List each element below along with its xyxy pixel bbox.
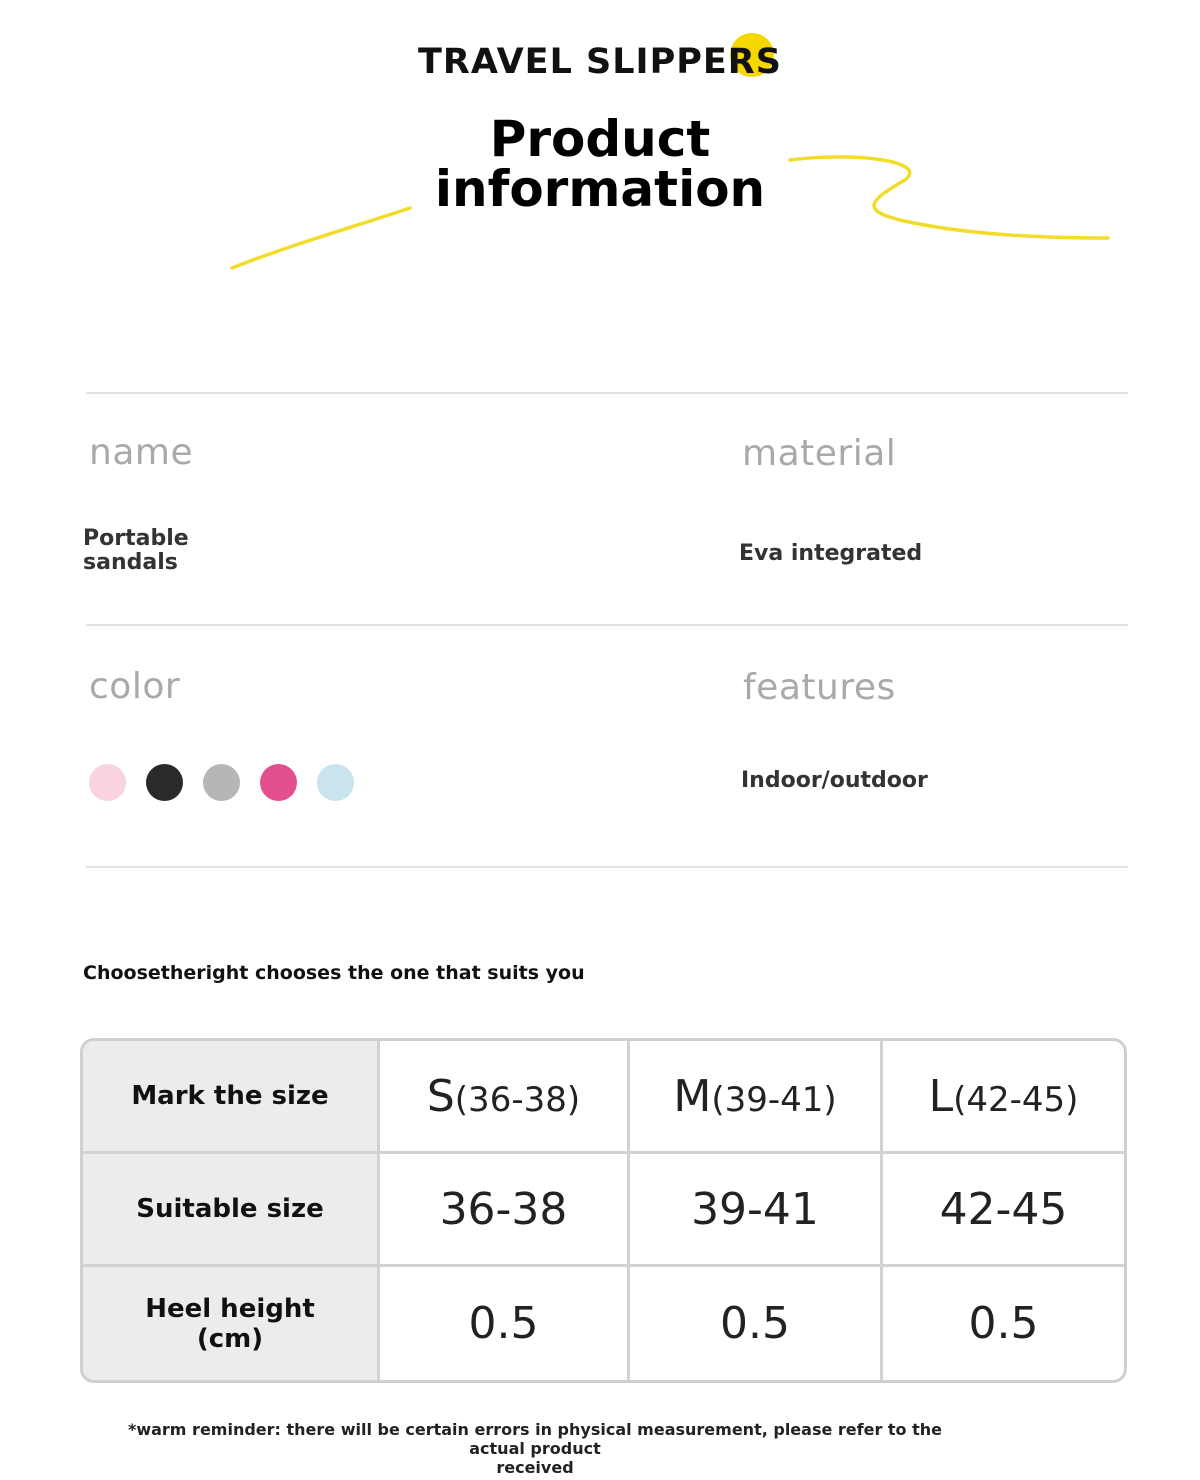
name-value-line1: Portable: [83, 526, 189, 551]
size-cell-l: [883, 1041, 1124, 1154]
table-row-heel-height: [83, 1267, 1124, 1380]
heel-height-l: 0.5: [968, 1298, 1039, 1349]
material-label: material: [742, 433, 897, 474]
heel-height-s: 0.5: [380, 1267, 630, 1380]
name-label: name: [89, 432, 194, 473]
heel-height-unit: (cm): [196, 1323, 264, 1354]
color-swatch-gray[interactable]: [203, 764, 240, 801]
size-section-heading: Choosetheright chooses the one that suits you: [83, 962, 585, 984]
size-letter-s: S: [426, 1070, 455, 1122]
heel-height-label: Heel height: [145, 1293, 315, 1324]
name-value: [83, 527, 189, 575]
suitable-size-m: 39-41: [630, 1154, 883, 1267]
table-row-suitable-size: [83, 1154, 1124, 1267]
name-value-line2: sandals: [83, 550, 178, 575]
features-label: features: [743, 667, 896, 708]
size-range-s: (36-38): [454, 1079, 581, 1120]
color-swatch-pink[interactable]: [89, 764, 126, 801]
warm-reminder-line2: received: [496, 1458, 574, 1477]
divider-bottom: [86, 866, 1128, 868]
color-label: color: [89, 666, 181, 707]
warm-reminder: [100, 1420, 970, 1477]
color-swatches: [89, 764, 354, 801]
color-swatch-light-blue[interactable]: [317, 764, 354, 801]
size-cell-s: [380, 1041, 630, 1154]
color-swatch-black[interactable]: [146, 764, 183, 801]
page-title: [0, 110, 1200, 218]
size-table: [80, 1038, 1127, 1383]
row-header-mark-size: Mark the size: [83, 1041, 380, 1154]
table-row-mark-size: [83, 1041, 1124, 1154]
divider-top: [86, 392, 1128, 394]
page-title-line1: Product: [489, 110, 711, 168]
size-letter-m: M: [673, 1070, 712, 1122]
material-value: Eva integrated: [739, 541, 923, 566]
left-swoosh-line: [232, 208, 410, 268]
warm-reminder-line1: *warm reminder: there will be certain errors in physical measurement, please refer to the actual product: [127, 1420, 943, 1458]
brand-header: [0, 42, 1200, 82]
heel-height-m: 0.5: [630, 1267, 883, 1380]
suitable-size-l: 42-45: [883, 1154, 1124, 1267]
features-value: Indoor/outdoor: [741, 768, 928, 793]
divider-middle: [86, 624, 1128, 626]
row-header-suitable-size: Suitable size: [83, 1154, 380, 1267]
size-range-l: (42-45): [953, 1079, 1079, 1120]
size-range-m: (39-41): [711, 1079, 837, 1120]
brand-title: TRAVEL SLIPPERS: [418, 42, 782, 82]
row-header-heel-height: [83, 1267, 380, 1380]
size-cell-m: [630, 1041, 883, 1154]
size-letter-l: L: [928, 1070, 954, 1122]
color-swatch-rose[interactable]: [260, 764, 297, 801]
suitable-size-s: 36-38: [380, 1154, 630, 1267]
page-title-line2: information: [434, 160, 766, 218]
